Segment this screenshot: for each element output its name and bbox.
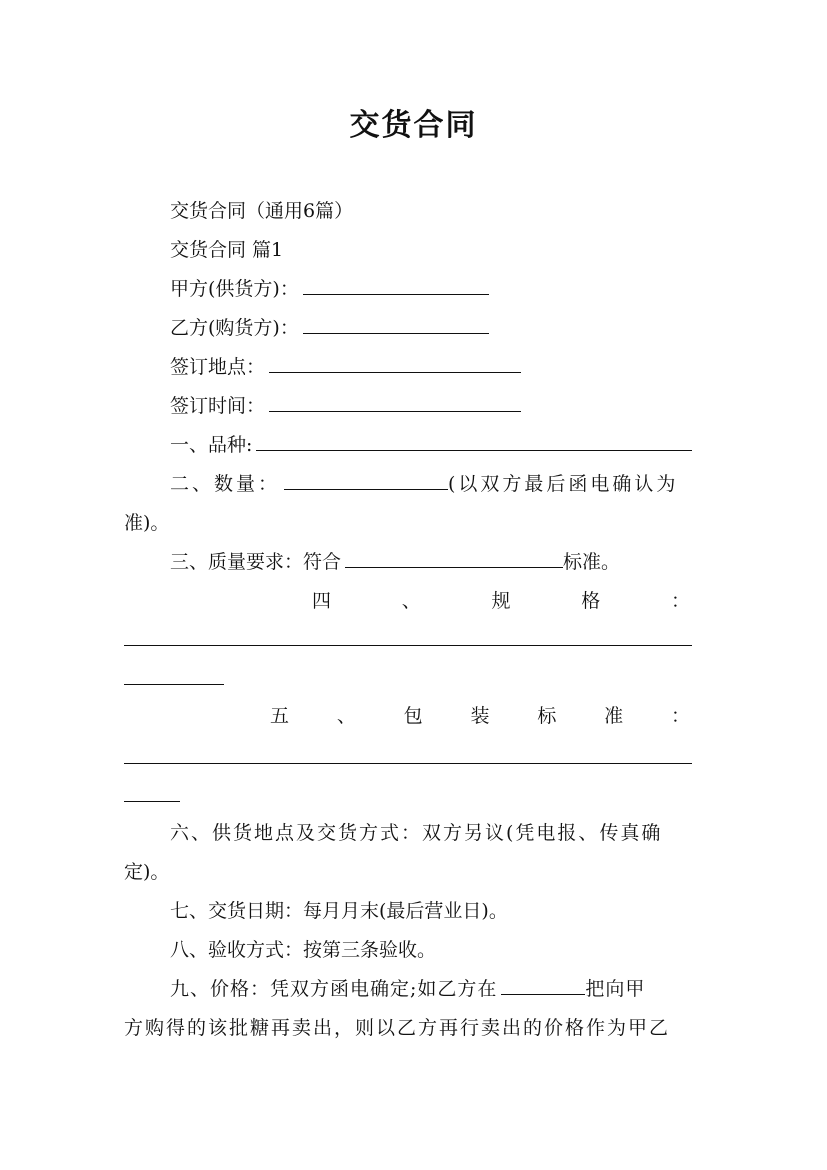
item-2-line xyxy=(170,471,678,497)
item-3-text: 标准。 xyxy=(563,551,621,573)
item-2-label: 二、数量： xyxy=(170,473,281,495)
item-5-char: 准 xyxy=(604,705,624,727)
item-5-char: 五 xyxy=(270,705,290,727)
item-1-label: 一、品种: xyxy=(170,434,253,456)
item-4-char: 四 xyxy=(312,590,332,612)
item-3-label: 三、质量要求：符合 xyxy=(170,551,342,573)
item-2-blank xyxy=(284,471,448,490)
signing-place-label: 签订地点： xyxy=(170,356,266,378)
section-heading-text: 交货合同 篇1 xyxy=(170,239,284,261)
subtitle-text: 交货合同（通用6篇） xyxy=(170,200,354,222)
item-5-blank-line-2 xyxy=(124,801,180,802)
item-5-char: 、 xyxy=(336,705,356,727)
signing-time-label: 签订时间： xyxy=(170,395,266,417)
item-6-line xyxy=(170,820,662,846)
item-9-label: 九、价格：凭双方函电确定;如乙方在 xyxy=(170,978,498,1000)
party-a-blank xyxy=(303,276,489,295)
item-2-continuation xyxy=(124,510,169,536)
item-9-continuation xyxy=(124,1015,670,1041)
item-1-blank xyxy=(256,432,692,451)
item-8-line xyxy=(170,937,436,963)
item-4-char: ： xyxy=(670,590,690,612)
item-3-line xyxy=(170,549,620,575)
item-4-heading xyxy=(312,588,690,614)
section-heading-line xyxy=(170,237,283,263)
item-4-char: 规 xyxy=(491,590,511,612)
item-7-text: 七、交货日期：每月月末(最后营业日)。 xyxy=(170,900,508,922)
party-a-label: 甲方(供货方)： xyxy=(170,278,299,300)
party-a-line xyxy=(170,276,489,302)
party-b-label: 乙方(购货方)： xyxy=(170,317,299,339)
item-6-continuation xyxy=(124,859,169,885)
item-6-continuation-text: 定)。 xyxy=(124,861,170,883)
item-8-text: 八、验收方式：按第三条验收。 xyxy=(170,939,437,961)
item-7-line xyxy=(170,898,508,924)
item-4-blank-line-2 xyxy=(124,684,224,685)
item-6-text: 六、供货地点及交货方式：双方另议(凭电报、传真确 xyxy=(170,822,663,844)
item-4-char: 、 xyxy=(401,590,421,612)
signing-place-blank xyxy=(269,354,521,373)
item-4-char: 格 xyxy=(581,590,601,612)
item-5-char: 装 xyxy=(470,705,490,727)
item-4-blank-line-1 xyxy=(124,645,692,646)
party-b-blank xyxy=(303,315,489,334)
item-2-text: (以双方最后函电确认为 xyxy=(448,473,679,495)
item-2-continuation-text: 准)。 xyxy=(124,512,170,534)
item-9-text: 把向甲 xyxy=(585,978,646,1000)
subtitle-line xyxy=(170,198,353,224)
item-5-heading xyxy=(270,703,690,729)
signing-place-line xyxy=(170,354,521,380)
item-1-line xyxy=(170,432,692,458)
party-b-line xyxy=(170,315,489,341)
item-3-blank xyxy=(345,549,563,568)
item-9-line xyxy=(170,976,645,1002)
item-5-blank-line-1 xyxy=(124,763,692,764)
item-9-continuation-text: 方购得的该批糖再卖出，则以乙方再行卖出的价格作为甲乙 xyxy=(124,1017,671,1039)
signing-time-blank xyxy=(269,393,521,412)
item-5-char: 包 xyxy=(403,705,423,727)
item-5-char: ： xyxy=(670,705,690,727)
item-9-blank xyxy=(501,976,585,995)
signing-time-line xyxy=(170,393,521,419)
document-title: 交货合同 xyxy=(349,108,478,143)
item-5-char: 标 xyxy=(537,705,557,727)
